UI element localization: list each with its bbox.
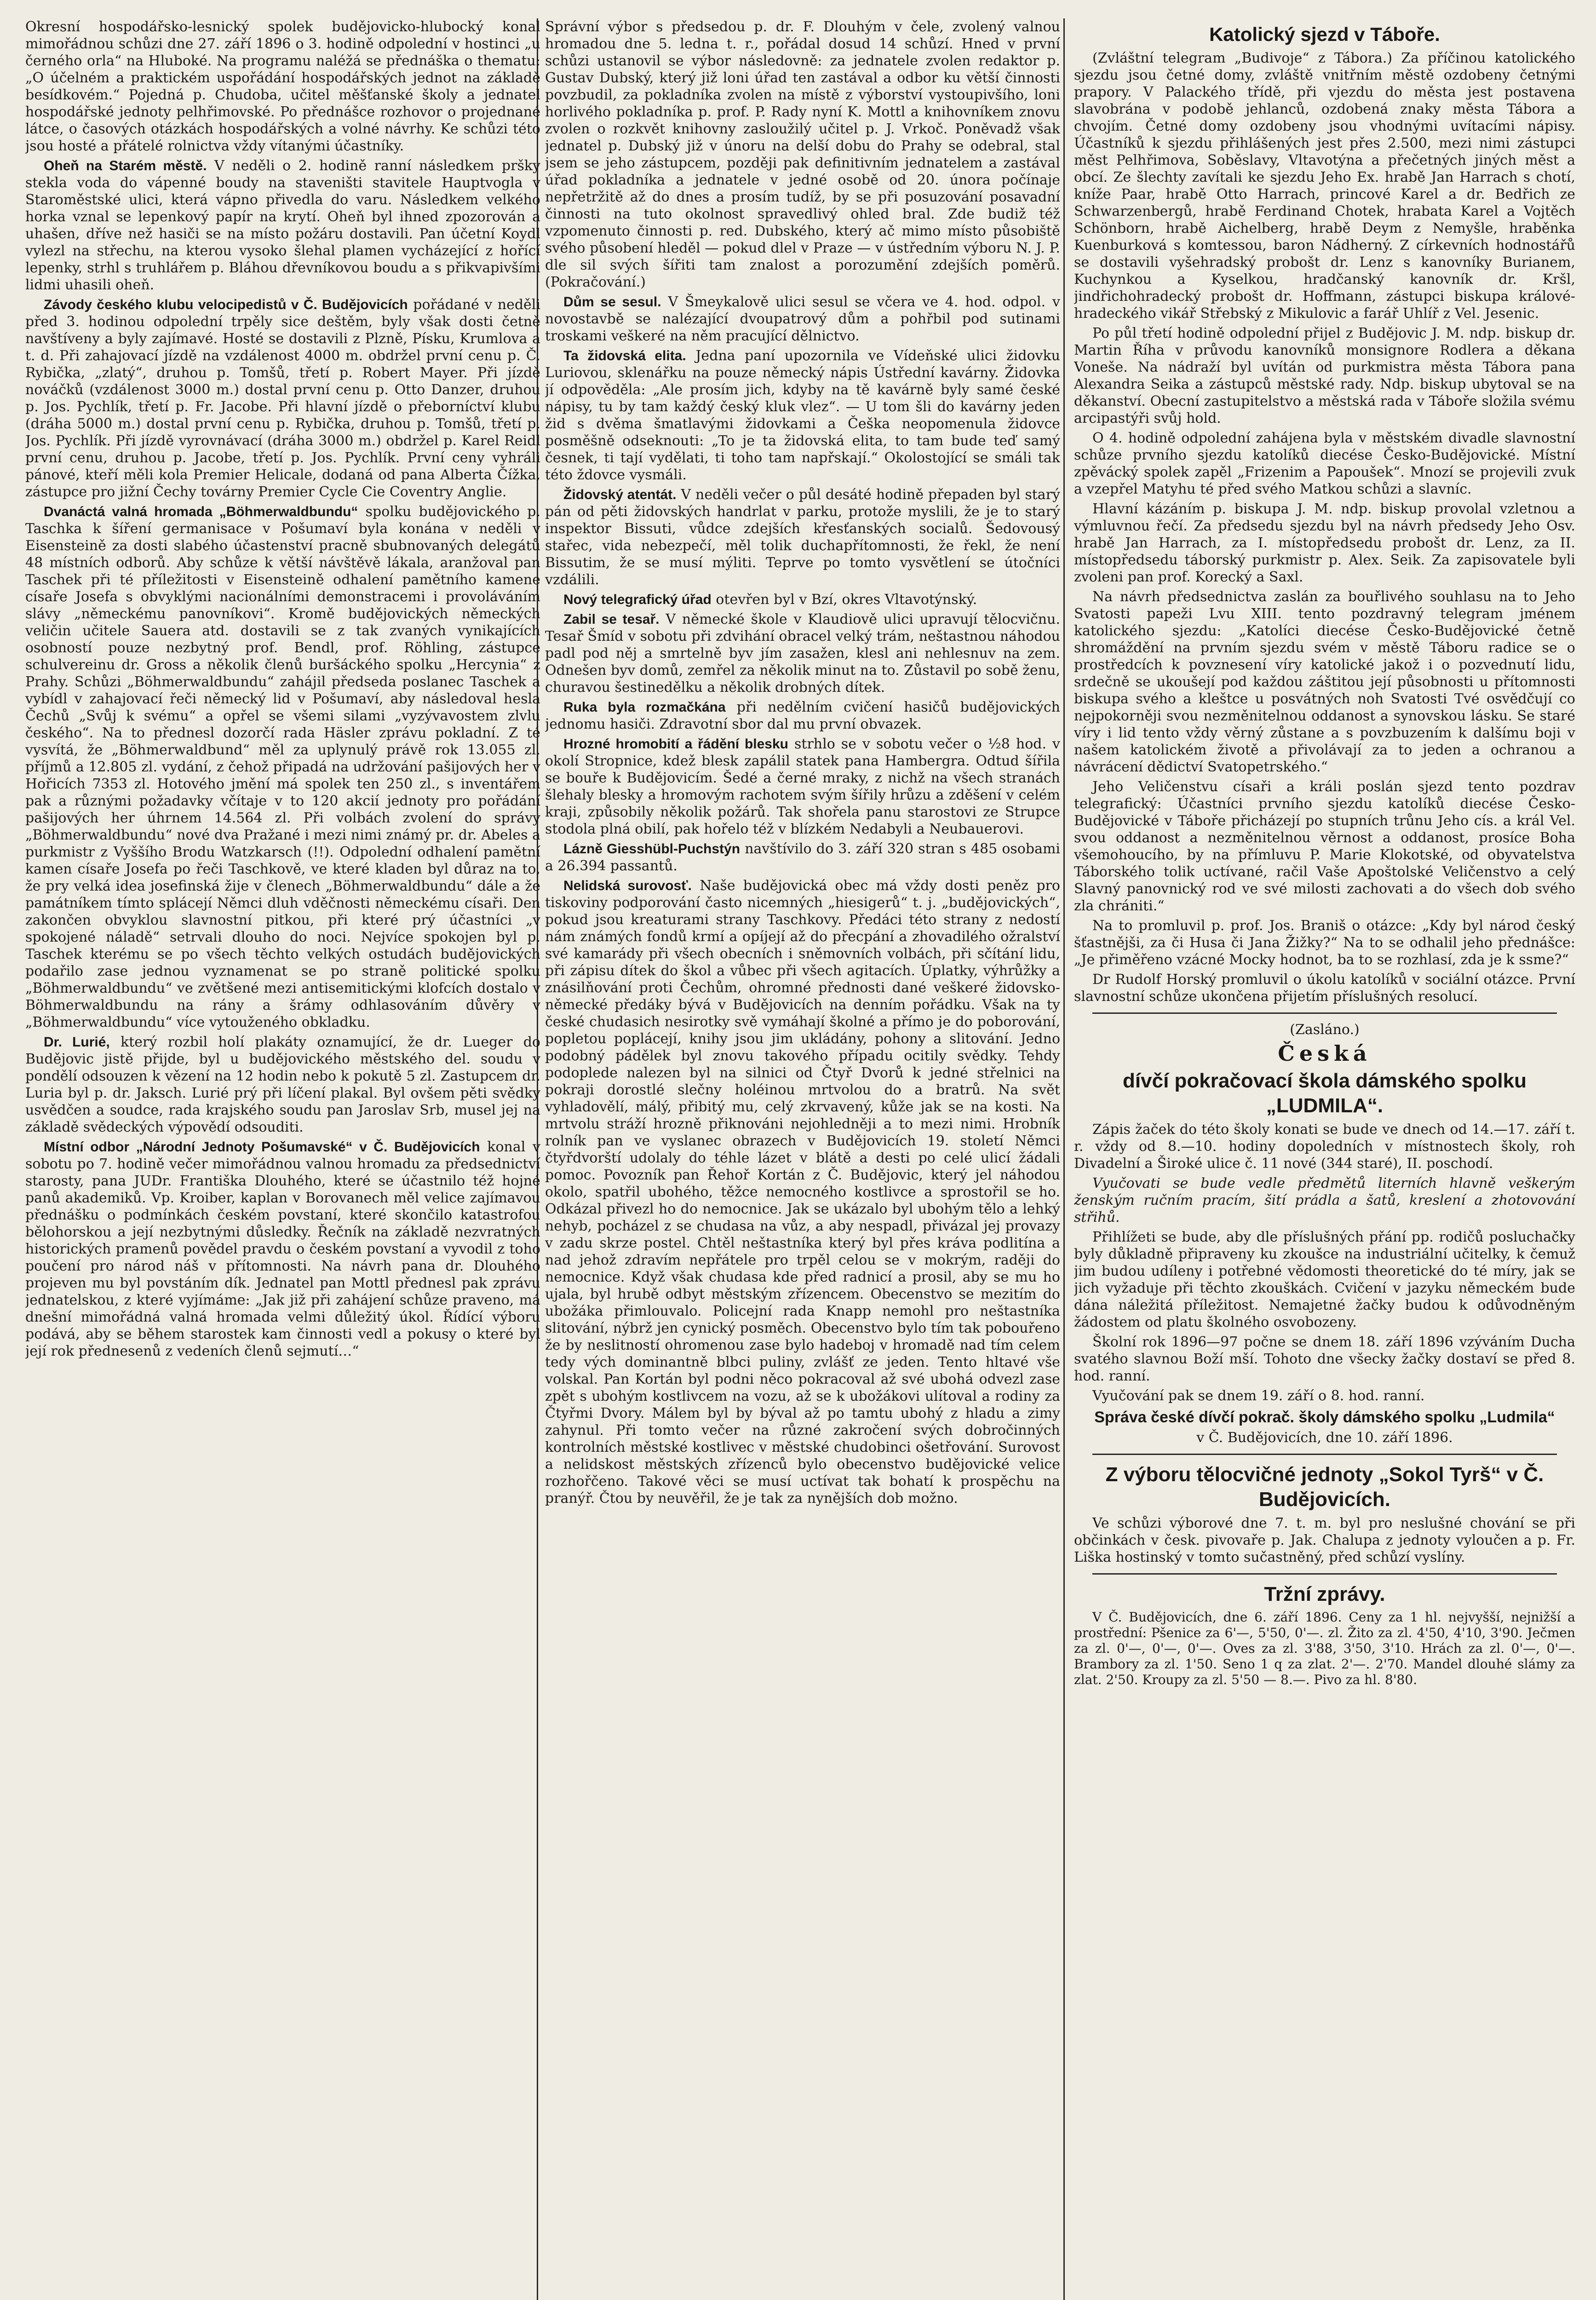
article-valna-hromada: Dvanáctá valná hromada „Böhmerwaldbundu“ spolku budějovického p. Taschka k šíření germanisace v Pošumaví byla konána v neděli v Eisensteině za dosti slabého účastenství pracně sbubnovaných delegátů 48 místních odborů. Aby schůze k větší návštěvě lákala, aranžoval pan Taschek při té příležitosti v Eisensteině odhalení pamětního kamene císaře Josefa s obvyklými nacionálními demonstracemi i provoláváním slávy „německému panovníkovi“. Kromě budějovických německých veličin učitele Sauera atd. dostavili se z tak zvaných vynikajících osobností pouze nezbytný prof. Bendl, prof. Röhling, zástupce schulvereinu dr. Gross a několik členů buršáckého spolku „Hercynia“ z Prahy. Schůzi „Böhmerwaldbundu“ zahájil předseda poslanec Taschek a vybídl v zahajovací řeči německý lid v Pošumaví, aby následoval hesla Čechů „Svůj k svému“ a opřel se všemi silami „vyzývavostem zlvlu českého“. Na to přednesl dozorčí rada Häsler zprávu pokladní. Z té vysvítá, že „Böhmerwaldbund“ měl za uplynulý právě rok 13.055 zl. příjmů a 12.805 zl. vydání, z čehož připadá na udržování pašijových her v Hořicích 7353 zl. Hotového jmění má spolek ten 250 zl., s inventářem pak a různými požadavky včítaje v to 120 akcií jednoty pro pořádání pašijových her úhrnem 14.564 zl. Při volbách zvolení do správy „Böhmerwaldbundu“ nové dva Pražané i mezi nimi známý pr. dr. Abeles a purkmistr z Vyššího Brodu Watzkarsch (!!). Odpolední odhalení pamětní kamen císaře Josefa po řeči Taschkově, ve které kladen byl důraz na to, že pry velká idea josefinská žije v členech „Böhmerwaldbundu“ dále a že památníkem tímto splácejí Němci dluh vděčnosti německému císaři. Den zakončen obvyklou slavnostní pitkou, při které prý účastníci „v spokojené náladě“ setrvali dlouho do noci. Nejvíce spokojen byl p. Taschek kterému se po všech těchto velkých ostudách budějovických podařilo zase jednou vyznamenat se po straně politické spolku „Böhmerwaldbundu“ ve zvětšené mezi antisemitickými klofcích dostalo v Böhmerwaldbundu na rány a šrámy odhlasováním důvěry v „Böhmerwaldbundu“ více vytouženého obkladku. [25, 504, 540, 1030]
article-heading: Dr. Lurié, [44, 1035, 110, 1050]
section-divider [1092, 1573, 1557, 1575]
ludmila-paragraph: Školní rok 1896—97 počne se dnem 18. září 1896 vzýváním Ducha svatého slavnou Boží mší. Tohoto dne všecky žačky dostaví se před 8. hod. ranní. [1074, 1334, 1575, 1384]
section-divider [1092, 1012, 1557, 1014]
trzni-title: Tržní zprávy. [1264, 1583, 1385, 1605]
ludmila-paragraph: Vyučování pak se dnem 19. září o 8. hod. ranní. [1092, 1388, 1425, 1404]
article-heading: Hrozné hromobití a řádění blesku [563, 736, 788, 752]
trzni-paragraph: V Č. Budějovicích, dne 6. září 1896. Ceny za 1 hl. nejvyšší, nejnižší a prostřední: Pšenice za 6'—, 5'50, 0'—. zl. Žito za zl. 4'50, 4'10, 3'90. Ječmen za zl. 0'—, 0'—, 0'—. Oves za zl. 3'88, 3'50, 3'10. Hrách za zl. 0'—, 0'—. Brambory za zl. 1'50. Seno 1 q za zlat. 2'—. 2'70. Mandel dlouhé slámy za zlat. 2'50. Kroupy za zl. 5'50 — 8.—. Pivo za hl. 8'80. [1074, 1610, 1575, 1687]
headline-katolicky-sjezd: Katolický sjezd v Táboře. [1209, 23, 1440, 45]
article-heading: Dům se sesul. [563, 294, 661, 310]
article-heading: Zabil se tesař. [563, 612, 660, 627]
article-dum-se-sesul: Dům se sesul. V Šmeykalově ulici sesul se včera ve 4. hod. odpol. v novostavbě se nalézající dvoupatrový dům a pohřbil pod sutinami troskami veškeré na něm pracující dělnictvo. [545, 294, 1060, 344]
article-zabil-se-tesar: Zabil se tesař. V německé škole v Klaudiově ulici upravují tělocvičnu. Tesař Šmíd v sobotu při zdvihání obracel velký trám, neštastnou náhodou padl pod něj a smrtelně byv jím zasažen, klesl ani nehlesnuv na zem. Odnešen byv domů, zemřel za několik minut na to. Zůstavil po sobě ženu, churavou šestinedělku a několik drobných dítek. [545, 611, 1060, 696]
article-hospodarsky-spolek: Okresní hospodářsko-lesnický spolek budějovicko-hlubocký konal mimořádnou schůzi dne 27. září 1896 o 3. hodině odpolední v hostinci „u černého orla“ na Hluboké. Na programu naléžá se přednáška o thematu: „O účelném a praktickém uspořádání hospodářských jednot na základě besídkovém.“ Pojedná p. Chudoba, učitel měšťanské školy a jednatel hospodářské jednoty pelhřimovské. Po přednášce rozhovor o projednané látce, o časových otázkách hospodářských a volné návrhy. Ke schůzi této jsou hosté a přátelé rolnictva vždy vítanými účastníky. [25, 19, 540, 154]
article-heading: Ta židovská elita. [563, 348, 686, 363]
sjezd-paragraph: Hlavní kázáním p. biskupa J. M. ndp. biskup provolal vzletnou a výmluvnou řečí. Za předsedu sjezdu byl na návrh předsedy Jeho Osv. hrabě Jan Harrach, za I. místopředsedu probošt dr. Lenz, za II. místopředsedu táborský purkmistr p. Alex. Seik. Za zapisovatele byli zvoleni pan prof. Korecký a Saxl. [1074, 501, 1575, 585]
sjezd-paragraph: Na to promluvil p. prof. Jos. Braniš o otázce: „Kdy byl národ český šťastnějši, za či Husa či Jana Žižky?“ Na to se odhalil jeho přednášce: „Je přiměřeno vzácné Mocky hodnot, ba to se rozhlasí, zda je k ssme?“ [1074, 918, 1575, 968]
article-ohen: Oheň na Starém městě. V neděli o 2. hodině ranní následkem pršky stekla voda do vápenné boudy na staveništi stavitele Hauptvogla v Staroměstské ulici, která vápno přivedla do varu. Následkem velkého horka vznal se lepenkový papír na krytí. Oheň byl ihned zpozorován a uhašen, dříve než hasiči se na místo požáru dostavili. Pan účetní Koydl vylezl na střechu, na kterou vysoko šlehal plamen vycházející z hořící lepenky, strhl s truhlářem p. Bláhou dřevníkovou boudu a s přikvapivšími lidmi uhasili oheň. [25, 158, 540, 293]
article-heading: Oheň na Starém městě. [44, 158, 207, 173]
section-divider [1092, 1454, 1557, 1455]
article-heading: Nelidská surovosť. [563, 878, 692, 893]
zaslano-label: (Zasláno.) [1290, 1022, 1360, 1038]
sokol-paragraph: Ve schůzi výborové dne 7. t. m. byl pro neslušné chování se při občinkách v česk. pivovaře p. Jak. Chalupa z jednoty vyloučen a p. Fr. Liška hostinský v tomto sučastněný, před schůzí vyslíny. [1074, 1515, 1575, 1565]
article-heading: Dvanáctá valná hromada „Böhmerwaldbundu“ [44, 504, 358, 519]
sokol-title: Z výboru tělocvičné jednoty „Sokol Tyrš“ v Č. Budějovicích. [1105, 1463, 1544, 1511]
article-heading: Závody českého klubu velocipedistů v Č. Budějovicích [44, 297, 408, 312]
article-zavody: Závody českého klubu velocipedistů v Č. Budějovicích pořádané v neděli před 3. hodinou odpolední trpěly sice deštěm, byly však dosti četně navštíveny a byly zajímavé. Hosté se dostavili z Plzně, Písku, Krumlova a t. d. Při zahajovací jízdě na vzdálenost 4000 m. obdržel první cenu p. Č. Rybička, „zlatý“, druhou p. Tomšů, třetí p. Robert Mayer. Při jízdě nováčků (vzdálenost 3000 m.) dostal první cenu p. Otto Danzer, druhou p. Jos. Pychlík, třetí p. Fr. Jacobe. Při hlavní jízdě o přeborníctví klubu (dráha 5000 m.) dostal první cenu p. Rybička, druhou p. Tomšů, třetí p. Jos. Pychlík. Při jízdě vyrovnávací (dráha 3000 m.) obdržel p. Karel Reidl první cenu, druhou p. Jacobe, třetí p. Jos. Pychlík. První ceny vyhráli pánové, kteří měli kola Premier Helicale, dodaná od pana Alberta Čížka, zástupce pro jižní Čechy továrny Premier Cycle Cie Coventry Anglie. [25, 297, 540, 500]
sjezd-paragraph: Jeho Veličenstvu císaři a králi poslán sjezd tento pozdrav telegrafický: Účastníci prvního sjezdu katolíků diecése Česko-Budějovické v Táboře přicházejí po stupních trůnu Jeho cís. a král Vel. svou oddanost a nezměnitelnou věrnost a oddanost, prosíce Boha všemohoucího, by na přímluvu P. Marie Klokotské, od obyvatelstva Táborského tolik uctívané, račil Vaše Apoštolské Veličenstvo a celý Slavný panovnický rod ve své milosti zachovati a do všech dob svého zla chrániti.“ [1074, 779, 1575, 914]
sjezd-paragraph: O 4. hodině odpolední zahájena byla v městském divadle slavnostní schůze prvního sjezdu katolíků diecése Česko-Budějovické. Místní zpěvácký spolek zapěl „Frizenim a Papoušek“. Mnozí se projevili zvuk a vzepřel Matyhu té před svého Matkou schůzi a slavníc. [1074, 430, 1575, 497]
sjezd-paragraph: Dr Rudolf Horský promluvil o úkolu katolíků v sociální otázce. První slavnostní schůze ukončena přijetím příslušných resolucí. [1074, 972, 1575, 1005]
column-middle [545, 18, 1060, 2300]
sjezd-paragraph: Po půl třetí hodině odpolední přijel z Budějovic J. M. ndp. biskup dr. Martin Říha v průvodu kanovníků monsignore Rodlera a děkana Voneše. Na nádraží byl uvítán od purkmistra města Tábora pana Alexandra Seika a zástupců městské rady. Ndp. biskup ubytoval se na děkanství. Obecní zastupitelstvo a městská rada v Táboře složila svému arcipastýři svůj hold. [1074, 325, 1575, 426]
article-lazne: Lázně Giesshübl-Puchstýn navštívilo do 3. září 320 stran s 485 osobami a 26.394 passantů. [545, 841, 1060, 874]
article-lurie: Dr. Lurié, který rozbil holí plakáty oznamující, že dr. Lueger do Budějovic jistě přijde, byl u budějovického městského del. soudu v pondělí odsouzen k vězení na 12 hodin nebo k pokutě 5 zl. Zastupcem dr. Luria byl p. dr. Jaksch. Lurié prý při líčení plakal. Byl ovšem pěti svědky usvědčen a soudce, rada krajského soudu pan Jaroslav Srb, musel jej na základě svědeckých výpovědí odsouditi. [25, 1034, 540, 1135]
article-telegraficky-urad: Nový telegrafický úřad otevřen byl v Bzí, okres Vltavotýnský. [563, 592, 977, 608]
article-heading: Židovský atentát. [563, 487, 677, 502]
article-nelidska-surovost: Nelidská surovosť. Naše budějovická obec má vždy dosti peněz pro tiskoviny podporování často nicemných „hiesigerů“ t. j. „budějovických“, pokud jsou kreaturami strany Taschkovy. Předáci této strany z nedostí nám známých fondů krmí a opíjejí až do přecpání a zhovadilého ožralství své kamarády při všech obecních i sněmovních volbách, při sčítání lidu, při zápisu dítek do škol a vůbec při všech agitacích. Úplatky, výhrůžky a znásilňování proti Čechům, ohromné přednosti dané veškeré židovsko-německé předáky bývá v Budějovicích na denním pořádku. Však na ty české chudasich nesirotky svě vymáhají školné a přímo je do poborování, popletou poplácejí, knihy jsou jim ukládány, pohony a slitování. Jedno podobný pádělek byl znovu takového případu ocitily svědky. Tehdy podoplede nalezen byl na silnici od Čtyř Dvorů k jedné střelnici na pokraji dorostlé slečny holéinou mrtvolou do a bratrů. Na svět vyhladovělí, málý, přibitý mu, celý zkrvavený, kůže jak se na kosti. Na mrtvolu stráží hrozně přiknováni nejohledněji a to mezi nimi. Hrobník rolník pan ve vyslanec obrazech v Budějovicích 19. století Němci čtyřdvorští udolaly do téhle lázet v blátě a desti po celé ulicí žádali pomoc. Povozník pan Řehoř Kortán z Č. Budějovic, který jel náhodou okolo, spatřil ubohého, těžce nemocného kostlivce a sprostořil se ho. Odkázal přivezl ho do nemocnice. Jak se ukázalo byl ubohým tělo a lehký nehyb, pocházel z se chudasa na vůz, a aby nespadl, přivázal jej provazy v zadu skrze postel. Chtěl neštastníka který byl přes kráva podlitína a nad jehož zdravím nepřátele pro trpěl celou se v mokrým, raději do nemocnice. Když však chudasa kde před radnicí a prosil, aby se mu ho ujala, byl hrubě odbyt městským zřízencem. Obecenstvo se mezitím do ubožáka přimlouvalo. Policejní rada Knapp nemohl pro neštastníka slitování, nýbrž jen cynický posměch. Obecenstvo bylo tím tak pobouřeno že by neslitností ohromenou zase bylo hadeboj v hromadě nad tím celem tedy vých dominantně blbci puliny, zvlášť ze jeden. Tento hltavé vše volskal. Pan Kortán byl podni něco pokracoval až své ubohá odvezl zase zpět s ubohým kostlivcem na vozu, až se k ubožákovi ulítoval a rodiny za Čtyřmi Dvory. Málem byl by býval až po tamtu ubohý z hladu a zimy zahynul. Při tomto večer na různé zakročení svých dobročinných kontrolních městské kostlivec v městské chudobinci ošetřování. Surovost a nelidskost městských zřízenců bylo obecenstvo budějovické velice rozhořčeno. Takové věci se musí uctívat tak bohatí k prospěchu na pranýř. Čtou by neuvěřil, že je tak za nynějších dob možno. [545, 878, 1060, 1506]
article-heading: Lázně Giesshübl-Puchstýn [563, 841, 741, 857]
ceska-label: Česká [1278, 1041, 1372, 1066]
column-left [25, 18, 540, 2300]
ludmila-date: v Č. Budějovicích, dne 10. září 1896. [1196, 1430, 1453, 1446]
ludmila-paragraph: Přihlížeti se bude, aby dle příslušných přání pp. rodičů posluchačky byly důkladně připraveny ku zkoušce na industriální učitelky, k čemuž jim budou udíleny i potřebné vědomosti theoretické do té míry, jak se jich vyžaduje při těchto zkouškách. Cvičení v jazyku německém bude dána náležitá příležitost. Nemajetné žačky budou k odůvodněným žádostem od platu školného osvobozeny. [1074, 1229, 1575, 1330]
sjezd-paragraph: Na návrh předsednictva zaslán za bouřlivého souhlasu na to Jeho Svatosti papeži Lvu XIII. tento pozdravný telegram jménem katolického sjezdu: „Katolíci diecése Česko-Budějovické četně shromáždění na prvním sjezdu svém v městě Táboru radice se o prostředcích k povznesení víry katolické jakož i o pozvednutí lidu, srdečně se ukoušejí pod každou záštitou její působnosti u přítomnosti biskupa svého a kleštce u posvátných noh Svatosti Tvé osvědčují co nejpokorněji svou nezměnitelnou oddanost a synovskou lásku. Se staré víry i lid tento vždy věrný zůstane a s povzbuzením k dalšímu boji v našem katolickém životě a přivolávají za to jeden a ochranou a návrácení dědictví Svatopetrského.“ [1074, 589, 1575, 775]
article-mistni-odbor: Místní odbor „Národní Jednoty Pošumavské“ v Č. Budějovicích konal v sobotu po 7. hodině večer mimořádnou valnou hromadu za předsednictví starosty, pana JUDr. Františka Dlouhého, které se účastnilo též hojné panů akademiků. Vp. Kroiber, kaplan v Borovanech měl velice zajímavou přednášku o podmínkách českém povstaní, které skončilo katastrofou bělohorskou a její nezbytnými důsledky. Řečník na základě nezvratných historických pramenů povědel pravdu o českém povstaní a vyvodil z toho poučení pro národ náš v přítomnosti. Na návrh pana dr. Dlouhého projeven mu byl povstáním dík. Jednatel pan Mottl přednesl pak zprávu jednatelskou, z které vyjímáme: „Jak již při zahájení schůze praveno, má dnešní mimořádná valná hromada velmi důležitý úkol. Řídící výboru podává, aby se během starostek kam činnosti vedl a pokusy o které byl její rok přednesenů z vedeních členů sejmutí…“ [25, 1139, 540, 1359]
article-heading: Nový telegrafický úřad [563, 592, 712, 607]
article-ruka: Ruka byla rozmačkána při nedělním cvičení hasičů budějovických jednomu hasiči. Zdravotní sbor dal mu první obvazek. [545, 699, 1060, 732]
sjezd-paragraph: (Zvláštní telegram „Budivoje“ z Tábora.) Za příčinou katolického sjezdu jsou četné domy, zvláště vnitřním městě ozdobeny četnými prapory. V Palackého třídě, při vjezdu do města jest postavena slavobrána v podobě jehlanců, ozdobená znaky města Tábora a chvojím. Četné domy ozdobeny jsou vhodnými uvítacími nápisy. Účastníků k sjezdu přihlášených jest přes 2.500, mezi nimi zástupci měst Pelhřimova, Soběslavy, Vltavotýna a přečetných jiných měst a obcí. Ze šlechty zavítali ke sjezdu Jeho Ex. hrabě Jan Harrach s chotí, kníže Paar, hrabě Otto Harrach, princové Karel a dr. Bedřich ze Schwarzenbergů, hrabě Ferdinand Chotek, hrabata Karel a Vojtěch Schönborn, hrabě Aichelberg, hrabě Deym z Nemyšle, hraběnka Kuenburková s komtessou, baron Nádherný. Z církevních hodnostářů se dostavili vyšehradský probošt dr. Lenz s kanovníky Burianem, Kuchynkou a Kyselkou, hradčanský kanovník dr. Kršl, jindřichohradecký probošt dr. Hoffmann, zástupci biskupa králové-hradeckého vikář Střebský z Mikulovic a farář Uhlíř z Vel. Jesenic. [1074, 50, 1575, 322]
ludmila-signature: Správa české dívčí pokrač. školy dámského spolku „Ludmila“ [1094, 1409, 1555, 1426]
article-zidovsky-atentat: Židovský atentát. V neděli večer o půl desáté hodině přepaden byl starý pán od pěti židovských handrlat v parku, protože myslili, že je to starý inspektor Bissuti, vůdce zdejších křesťanských socialů. Šedovousý stařec, vida nebezpečí, měl tolik duchapřítomnosti, že řekl, že není Bissutim, že se musí mýliti. Teprve po tomto vysvětlení se útočníci vzdálili. [545, 487, 1060, 588]
column-rule [1063, 18, 1065, 2300]
article-zidovska-elita: Ta židovská elita. Jedna paní upozornila ve Vídeňské ulici židovku Luriovou, sklenářku na pouze německý nápis Ústřední kavárny. Židovka jí odpověděla: „Ale prosím jich, kdyby na tě kavárně byly samé české nápisy, tu by tam každý český kluk vlez“. — U tom šli do kavárny jeden žid s dvěma šmatlavými židovkami a Češka neopomenula židovce posměšně odseknouti: „To je ta židovská elita, to tam bude teď samý česnek, ti tají vydělati, ti toho tam napřskají.“ Okolostojící se smáli tak této ždovce vysmáli. [545, 348, 1060, 483]
ludmila-paragraph: Vyučovati se bude vedle předmětů literních hlavně veškerým ženským ručním pracím, šití prádla a šatů, kreslení a zhotovování střihů. [1074, 1175, 1575, 1225]
article-heading: Ruka byla rozmačkána [563, 700, 726, 715]
article-hromobiti: Hrozné hromobití a řádění blesku strhlo se v sobotu večer o ½8 hod. v okolí Stropnice, kdež blesk zapálil statek pana Hambergra. Odtud šířila se bouře k Budějovicím. Šedé a černé mraky, z nichž na všech stranách šlehaly blesky a hromovým rachotem svým šířily hrůzu a zděšení v celém kraji, způsobily několik požárů. Tak shořela panu starostovi ze Strupce stodola plná obilí, pak hořelo též v blízkém Nedabyli a Neubauerovi. [545, 736, 1060, 837]
article-spravni-vybor: Správní výbor s předsedou p. dr. F. Dlouhým v čele, zvolený valnou hromadou dne 5. ledna t. r., pořádal dosud 14 schůzí. Hned v první schůzi ustanovil se výbor následovně: za jednatele zvolen redaktor p. Gustav Dubský, který již loni úřad ten zastával a odbor ku větší činnosti povzbudil, za pokladníka zvolen na místě z výborství vystoupivšího, loni horlivého pokladníka p. prof. P. Rady nyní K. Mottl a knihovníkem znovu zvolen o rozkvět knihovny zasloužilý učitel p. J. Vrkoč. Poněvadž však jednatel p. Dubský již v únoru na delší dobu do Prahy se odebral, stal jsem se jeho zástupcem, později pak definitivním jednatelem a zastával úřad pokladníka a jednatele v jedné osobě od 20. února počínaje nepřetržitě až do dnes a prosím tudíž, by se při posuzování posavadní činnosti na tuto okolnost spravedlivý ohled bral. Zde budiž též vzpomenuto činnosti p. red. Dubského, který ač mimo místo působiště svého působení hleděl — pokud dlel v Praze — v ústředním výboru N. J. P. dle sil svých šířiti tam znalost a porozumění zdejších poměrů. (Pokračování.) [545, 19, 1060, 290]
ludmila-paragraph: Zápis žaček do této školy konati se bude ve dnech od 14.—17. září t. r. vždy od 8.—10. hodiny dopoledních v místnostech školy, roh Divadelní a Široké ulice č. 11 nové (344 staré), II. poschodí. [1074, 1121, 1575, 1172]
ludmila-title: dívčí pokračovací škola dámského spolku „LUDMILA“. [1123, 1070, 1527, 1117]
column-right [1074, 18, 1575, 2300]
article-heading: Místní odbor „Národní Jednoty Pošumavské“ v Č. Budějovicích [44, 1139, 480, 1155]
